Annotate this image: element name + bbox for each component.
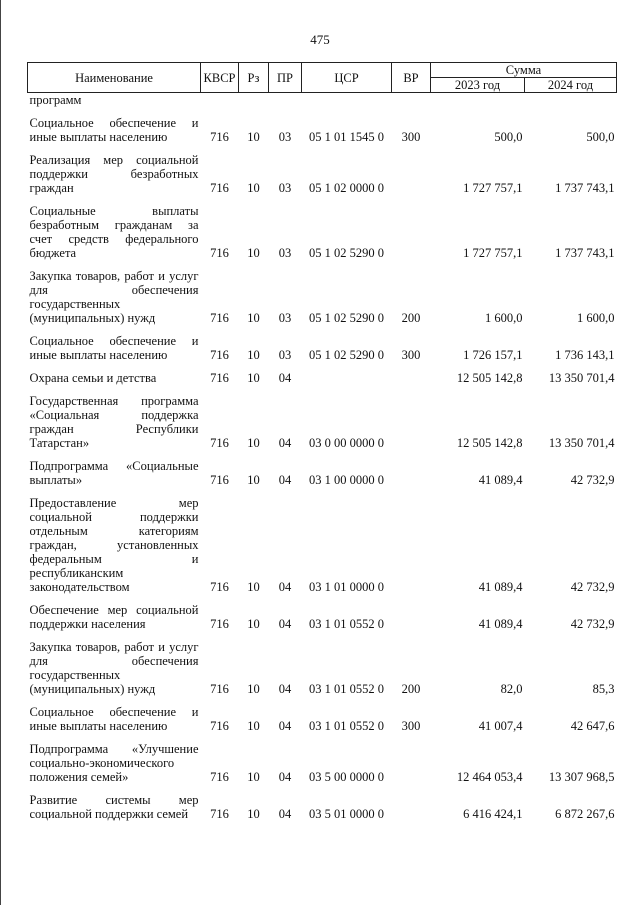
row-amount-2023: 12 505 142,8 — [456, 371, 523, 385]
row-rz: 10 — [247, 473, 260, 487]
row-kvsr: 716 — [210, 371, 229, 385]
header-name: Наименование — [28, 63, 201, 93]
row-kvsr: 716 — [210, 348, 229, 362]
row-amount-2024 — [525, 93, 617, 110]
row-vr: 200 — [401, 682, 421, 696]
row-rz: 10 — [247, 311, 260, 325]
row-amount-2023 — [431, 93, 525, 110]
row-pr: 03 — [278, 246, 292, 260]
row-pr: 04 — [278, 770, 292, 784]
row-amount-2023: 1 727 757,1 — [463, 246, 523, 260]
row-vr — [392, 93, 431, 110]
row-csr: 05 1 02 5290 0 — [309, 348, 384, 362]
row-vr — [392, 364, 431, 387]
row-amount-2023: 41 089,4 — [478, 580, 523, 594]
table-row — [28, 364, 617, 387]
page-number: 475 — [310, 32, 330, 47]
row-name: Социальное обеспечение и иные выплаты населению — [29, 334, 199, 362]
row-amount-2024: 13 350 701,4 — [548, 371, 615, 385]
header-year-2023: 2023 год — [431, 78, 525, 93]
row-kvsr: 716 — [210, 770, 229, 784]
row-rz — [239, 93, 269, 110]
row-csr: 05 1 02 5290 0 — [309, 311, 384, 325]
header-pr: ПР — [269, 63, 302, 93]
row-name: Государственная программа «Социальная поддержка граждан Республики Татарстан» — [29, 394, 199, 450]
row-amount-2023: 12 464 053,4 — [456, 770, 523, 784]
row-amount-2024: 42 732,9 — [570, 473, 615, 487]
row-amount-2024: 85,3 — [592, 682, 615, 696]
budget-table — [27, 62, 617, 823]
row-pr: 03 — [278, 348, 292, 362]
row-kvsr: 716 — [210, 682, 229, 696]
table-row — [28, 452, 617, 489]
row-csr: 05 1 01 1545 0 — [309, 130, 384, 144]
row-kvsr: 716 — [210, 617, 229, 631]
row-kvsr: 716 — [210, 311, 229, 325]
row-rz: 10 — [247, 181, 260, 195]
row-pr: 04 — [278, 719, 292, 733]
row-amount-2023: 41 089,4 — [478, 617, 523, 631]
row-pr: 04 — [278, 807, 292, 821]
row-amount-2024: 42 647,6 — [570, 719, 615, 733]
row-amount-2023: 500,0 — [494, 130, 523, 144]
table-row — [28, 93, 617, 110]
row-name: Предоставление мер социальной поддержки отдельным категориям граждан, установленных федеральным и республиканским законодательством — [29, 496, 199, 594]
row-amount-2024: 42 732,9 — [570, 580, 615, 594]
row-csr: 03 5 01 0000 0 — [309, 807, 384, 821]
row-csr: 03 1 01 0552 0 — [309, 682, 384, 696]
row-name: Подпрограмма «Улучшение социально-экономического положения семей» — [29, 742, 199, 784]
row-amount-2024: 13 307 968,5 — [548, 770, 615, 784]
row-pr: 04 — [278, 617, 292, 631]
row-csr: 05 1 02 5290 0 — [309, 246, 384, 260]
header-kvsr: КВСР — [201, 63, 239, 93]
row-amount-2024: 500,0 — [586, 130, 615, 144]
row-kvsr: 716 — [210, 181, 229, 195]
row-rz: 10 — [247, 719, 260, 733]
row-csr: 05 1 02 0000 0 — [309, 181, 384, 195]
table-row — [28, 596, 617, 633]
row-amount-2024: 1 736 143,1 — [555, 348, 615, 362]
row-kvsr: 716 — [210, 130, 229, 144]
row-csr: 03 1 01 0000 0 — [309, 580, 384, 594]
header-rz: Рз — [239, 63, 269, 93]
header-csr: ЦСР — [302, 63, 392, 93]
table-row — [28, 698, 617, 735]
row-pr — [269, 93, 302, 110]
row-csr: 03 1 01 0552 0 — [309, 617, 384, 631]
row-amount-2024: 6 872 267,6 — [555, 807, 615, 821]
row-vr — [392, 489, 431, 596]
row-rz: 10 — [247, 436, 260, 450]
row-pr: 04 — [278, 371, 292, 385]
row-kvsr: 716 — [210, 246, 229, 260]
row-pr: 04 — [278, 580, 292, 594]
row-amount-2023: 6 416 424,1 — [463, 807, 523, 821]
row-pr: 03 — [278, 311, 292, 325]
row-kvsr: 716 — [210, 436, 229, 450]
row-pr: 04 — [278, 473, 292, 487]
row-pr: 04 — [278, 436, 292, 450]
row-vr — [392, 197, 431, 262]
row-rz: 10 — [247, 348, 260, 362]
row-amount-2024: 1 600,0 — [577, 311, 615, 325]
row-amount-2023: 41 007,4 — [478, 719, 523, 733]
row-amount-2024: 42 732,9 — [570, 617, 615, 631]
header-vr: ВР — [392, 63, 431, 93]
row-kvsr: 716 — [210, 473, 229, 487]
row-pr: 04 — [278, 682, 292, 696]
row-name: программ — [29, 93, 82, 107]
header-year-2024: 2024 год — [525, 78, 617, 93]
row-csr: 03 1 01 0552 0 — [309, 719, 384, 733]
table-row — [28, 735, 617, 786]
row-rz: 10 — [247, 770, 260, 784]
table-row — [28, 146, 617, 197]
table-row — [28, 262, 617, 327]
table-header — [28, 63, 617, 93]
table-row — [28, 786, 617, 823]
table-row — [28, 633, 617, 698]
row-kvsr: 716 — [210, 580, 229, 594]
table-row — [28, 387, 617, 452]
table-row — [28, 489, 617, 596]
row-vr — [392, 452, 431, 489]
row-amount-2024: 1 737 743,1 — [555, 181, 615, 195]
row-rz: 10 — [247, 617, 260, 631]
row-vr — [392, 735, 431, 786]
row-rz: 10 — [247, 130, 260, 144]
row-rz: 10 — [247, 682, 260, 696]
row-csr — [302, 93, 392, 110]
row-pr: 03 — [278, 130, 292, 144]
page-left-edge — [0, 0, 1, 905]
table-row — [28, 327, 617, 364]
row-name: Подпрограмма «Социальные выплаты» — [29, 459, 199, 487]
row-csr — [302, 364, 392, 387]
row-name: Охрана семьи и детства — [29, 371, 157, 385]
row-name: Обеспечение мер социальной поддержки населения — [29, 603, 199, 631]
table-row — [28, 197, 617, 262]
row-name: Развитие системы мер социальной поддержки семей — [29, 793, 199, 821]
row-kvsr — [201, 93, 239, 110]
table-row — [28, 109, 617, 146]
row-vr: 300 — [401, 348, 421, 362]
row-amount-2023: 41 089,4 — [478, 473, 523, 487]
row-rz: 10 — [247, 580, 260, 594]
row-vr — [392, 146, 431, 197]
row-csr: 03 5 00 0000 0 — [309, 770, 384, 784]
row-csr: 03 1 00 0000 0 — [309, 473, 384, 487]
row-vr: 200 — [401, 311, 421, 325]
row-name: Закупка товаров, работ и услуг для обеспечения государственных (муниципальных) нужд — [29, 640, 199, 696]
row-rz: 10 — [247, 246, 260, 260]
row-vr — [392, 596, 431, 633]
row-name: Закупка товаров, работ и услуг для обеспечения государственных (муниципальных) нужд — [29, 269, 199, 325]
row-name: Социальное обеспечение и иные выплаты населению — [29, 116, 199, 144]
row-kvsr: 716 — [210, 719, 229, 733]
row-name: Реализация мер социальной поддержки безработных граждан — [29, 153, 199, 195]
row-pr: 03 — [278, 181, 292, 195]
row-amount-2024: 13 350 701,4 — [548, 436, 615, 450]
row-kvsr: 716 — [210, 807, 229, 821]
row-vr — [392, 387, 431, 452]
header-sum: Сумма — [431, 63, 617, 78]
row-rz: 10 — [247, 807, 260, 821]
row-name: Социальные выплаты безработным гражданам за счет средств федерального бюджета — [29, 204, 199, 260]
row-vr — [392, 786, 431, 823]
row-amount-2023: 1 727 757,1 — [463, 181, 523, 195]
row-vr: 300 — [401, 130, 421, 144]
row-vr: 300 — [401, 719, 421, 733]
row-amount-2023: 1 600,0 — [485, 311, 523, 325]
row-name: Социальное обеспечение и иные выплаты населению — [29, 705, 199, 733]
row-csr: 03 0 00 0000 0 — [309, 436, 384, 450]
row-amount-2024: 1 737 743,1 — [555, 246, 615, 260]
row-amount-2023: 82,0 — [500, 682, 523, 696]
row-amount-2023: 1 726 157,1 — [463, 348, 523, 362]
row-amount-2023: 12 505 142,8 — [456, 436, 523, 450]
row-rz: 10 — [247, 371, 260, 385]
table-body — [28, 93, 617, 824]
